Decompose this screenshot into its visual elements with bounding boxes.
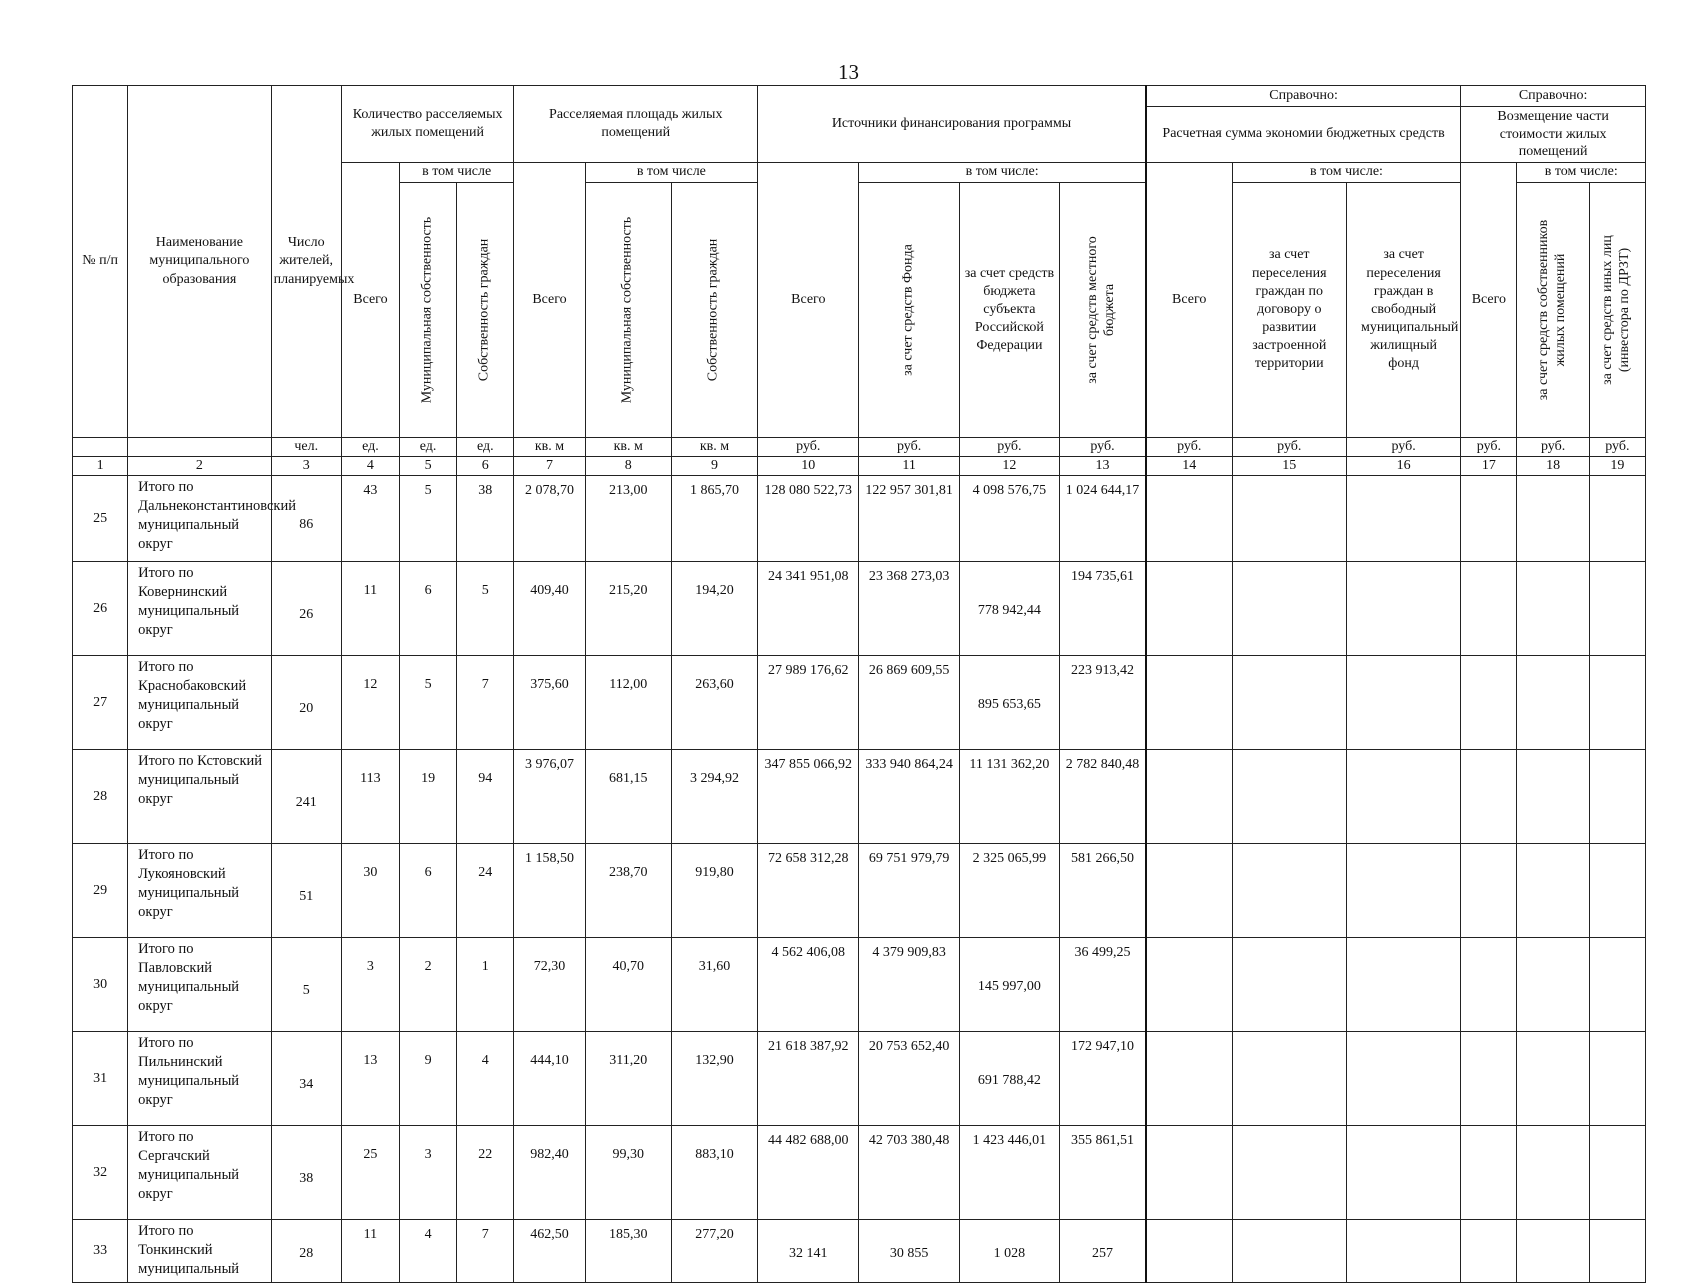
area-municipal-cell: 213,00 [585,476,671,562]
col-number: 19 [1589,457,1645,476]
spravochno-2: Справочно: [1461,86,1645,107]
table-row [73,1032,1646,1126]
finance-subject-cell: 1 028 [959,1220,1059,1283]
area-total-cell: 2 078,70 [514,476,585,562]
finance-total-cell: 32 141 [758,1220,859,1283]
count-total-cell: 11 [341,562,399,656]
header-compensation-group [1461,86,1646,163]
unit-cell: кв. м [514,438,585,457]
unit-cell: чел. [271,438,341,457]
finance-subject-cell: 895 653,65 [959,656,1059,750]
units-row [73,438,1646,457]
area-citizens-cell: 919,80 [671,844,757,938]
finance-local-cell: 581 266,50 [1060,844,1146,938]
unit-cell: руб. [1060,438,1146,457]
compensation-title: Возмещение части стоимости жилых помещений [1497,109,1609,160]
finance-total-cell: 128 080 522,73 [758,476,859,562]
municipality-name: Итого по Сергачский муниципальный округ [128,1126,271,1220]
residents-cell: 38 [271,1126,341,1220]
header-count-group: Количество расселяемых жилых помещений [341,86,514,163]
finance-fund-cell: 42 703 380,48 [859,1126,959,1220]
header-area-group: Расселяемая площадь жилых помещений [514,86,758,163]
header-finance-group: Источники финансирования программы [758,86,1146,163]
page-number: 13 [838,60,859,84]
area-total: Всего [514,163,585,438]
col-number: 13 [1060,457,1146,476]
col-number: 10 [758,457,859,476]
residents-cell: 51 [271,844,341,938]
area-citizens-cell: 3 294,92 [671,750,757,844]
finance-local-cell: 1 024 644,17 [1060,476,1146,562]
finance-fund-cell: 26 869 609,55 [859,656,959,750]
unit-cell: руб. [1517,438,1589,457]
count-municipal-cell: 6 [400,562,457,656]
col-number: 8 [585,457,671,476]
header-economy-group [1146,86,1461,163]
area-municipal-cell: 681,15 [585,750,671,844]
count-municipal: Муниципальная собственность [419,216,435,404]
unit-cell: ед. [341,438,399,457]
finance-local-cell: 257 [1060,1220,1146,1283]
residents-cell: 34 [271,1032,341,1126]
economy-incl: в том числе: [1232,163,1461,183]
col-number: 15 [1232,457,1346,476]
area-municipal-cell: 215,20 [585,562,671,656]
municipality-name: Итого по Пильнинский муниципальный округ [128,1032,271,1126]
unit-cell: руб. [959,438,1059,457]
col-number: 16 [1346,457,1460,476]
count-total-cell: 11 [341,1220,399,1283]
col-number: 4 [341,457,399,476]
residents-cell: 5 [271,938,341,1032]
count-citizens-cell: 38 [457,476,514,562]
area-citizens-cell: 31,60 [671,938,757,1032]
economy-contract: за счет переселения граждан по договору о развитии застроенной территории [1232,183,1346,438]
finance-fund-cell: 20 753 652,40 [859,1032,959,1126]
area-municipal-cell: 40,70 [585,938,671,1032]
finance-subject-cell: 11 131 362,20 [959,750,1059,844]
compensation-owners: за счет средств собственников жилых помещений [1536,219,1569,401]
finance-fund-cell: 333 940 864,24 [859,750,959,844]
column-numbers-row [73,457,1646,476]
finance-local-cell: 194 735,61 [1060,562,1146,656]
header-num: № п/п [73,86,128,438]
residents-cell: 241 [271,750,341,844]
col-number: 12 [959,457,1059,476]
economy-title: Расчетная сумма экономии бюджетных средств [1162,126,1445,142]
unit-cell: руб. [1589,438,1645,457]
compensation-total: Всего [1461,163,1517,438]
municipality-name: Итого по Лукояновский муниципальный округ [128,844,271,938]
unit-cell: руб. [1346,438,1460,457]
count-municipal-cell: 5 [400,656,457,750]
count-total-cell: 13 [341,1032,399,1126]
col-number: 11 [859,457,959,476]
area-municipal: Муниципальная собственность [619,216,635,404]
finance-fund-cell: 30 855 [859,1220,959,1283]
count-total-cell: 3 [341,938,399,1032]
count-municipal-cell: 2 [400,938,457,1032]
area-municipal-cell: 112,00 [585,656,671,750]
unit-cell: руб. [1461,438,1517,457]
row-number: 27 [73,656,128,750]
row-number: 28 [73,750,128,844]
finance-total: Всего [758,163,859,438]
area-total-cell: 72,30 [514,938,585,1032]
spravochno-1: Справочно: [1147,86,1460,107]
header-row-1 [73,86,1646,163]
municipality-name: Итого по Тонкинский муниципальный [128,1220,271,1283]
count-citizens: Собственность граждан [476,238,492,382]
area-total-cell: 982,40 [514,1126,585,1220]
count-total-cell: 43 [341,476,399,562]
area-total-cell: 409,40 [514,562,585,656]
row-number: 33 [73,1220,128,1283]
finance-subject-cell: 691 788,42 [959,1032,1059,1126]
count-citizens-cell: 94 [457,750,514,844]
economy-total: Всего [1146,163,1232,438]
compensation-other: за счет средств иных лиц (инвестора по ДРЗТ) [1600,235,1633,385]
row-number: 31 [73,1032,128,1126]
count-municipal-cell: 5 [400,476,457,562]
count-municipal-cell: 19 [400,750,457,844]
area-municipal-cell: 311,20 [585,1032,671,1126]
municipality-name: Итого по Павловский муниципальный округ [128,938,271,1032]
residents-cell: 86 [271,476,341,562]
area-citizens: Собственность граждан [706,238,722,382]
finance-subject-cell: 778 942,44 [959,562,1059,656]
col-number: 2 [128,457,271,476]
finance-total-cell: 24 341 951,08 [758,562,859,656]
row-number: 32 [73,1126,128,1220]
col-number: 7 [514,457,585,476]
area-citizens-cell: 883,10 [671,1126,757,1220]
finance-fund-cell: 4 379 909,83 [859,938,959,1032]
resettlement-table [72,85,1646,1283]
area-municipal-cell: 238,70 [585,844,671,938]
finance-incl: в том числе: [859,163,1146,183]
finance-local: за счет средств местного бюджета [1085,236,1118,384]
finance-subject-cell: 4 098 576,75 [959,476,1059,562]
finance-local-cell: 2 782 840,48 [1060,750,1146,844]
count-municipal-cell: 4 [400,1220,457,1283]
count-citizens-cell: 22 [457,1126,514,1220]
header-residents: Число жителей, планируемых [271,86,341,438]
table-row [73,476,1646,562]
area-municipal-cell: 185,30 [585,1220,671,1283]
count-total: Всего [341,163,399,438]
area-incl: в том числе [585,163,758,183]
finance-total-cell: 4 562 406,08 [758,938,859,1032]
row-number: 30 [73,938,128,1032]
finance-subject-cell: 145 997,00 [959,938,1059,1032]
area-citizens-cell: 277,20 [671,1220,757,1283]
economy-free: за счет переселения граждан в свободный муниципальный жилищный фонд [1346,183,1460,438]
count-total-cell: 30 [341,844,399,938]
finance-fund-cell: 122 957 301,81 [859,476,959,562]
finance-total-cell: 44 482 688,00 [758,1126,859,1220]
area-citizens-cell: 263,60 [671,656,757,750]
finance-fund-cell: 23 368 273,03 [859,562,959,656]
area-total-cell: 375,60 [514,656,585,750]
count-incl: в том числе [400,163,514,183]
unit-cell: руб. [859,438,959,457]
row-number: 29 [73,844,128,938]
residents-cell: 26 [271,562,341,656]
finance-fund: за счет средств Фонда [900,244,916,376]
area-total-cell: 1 158,50 [514,844,585,938]
table-row [73,1220,1646,1283]
count-citizens-cell: 24 [457,844,514,938]
finance-local-cell: 223 913,42 [1060,656,1146,750]
col-number: 1 [73,457,128,476]
count-citizens-cell: 4 [457,1032,514,1126]
finance-total-cell: 27 989 176,62 [758,656,859,750]
finance-total-cell: 21 618 387,92 [758,1032,859,1126]
col-number: 3 [271,457,341,476]
finance-subject: за счет средств бюджета субъекта Российской Федерации [959,183,1059,438]
finance-subject-cell: 2 325 065,99 [959,844,1059,938]
count-citizens-cell: 7 [457,1220,514,1283]
area-citizens-cell: 132,90 [671,1032,757,1126]
table-row [73,938,1646,1032]
row-number: 26 [73,562,128,656]
count-municipal-cell: 3 [400,1126,457,1220]
municipality-name: Итого по Кстовский муниципальный округ [128,750,271,844]
municipality-name: Итого по Краснобаковский муниципальный округ [128,656,271,750]
table-row [73,656,1646,750]
area-citizens-cell: 1 865,70 [671,476,757,562]
col-number: 9 [671,457,757,476]
count-total-cell: 113 [341,750,399,844]
unit-cell: кв. м [671,438,757,457]
finance-local-cell: 36 499,25 [1060,938,1146,1032]
area-municipal-cell: 99,30 [585,1126,671,1220]
residents-cell: 20 [271,656,341,750]
area-total-cell: 3 976,07 [514,750,585,844]
col-number: 14 [1146,457,1232,476]
row-number: 25 [73,476,128,562]
area-total-cell: 444,10 [514,1032,585,1126]
residents-cell: 28 [271,1220,341,1283]
unit-cell: руб. [1232,438,1346,457]
col-number: 6 [457,457,514,476]
unit-cell: руб. [1146,438,1232,457]
unit-cell: руб. [758,438,859,457]
finance-fund-cell: 69 751 979,79 [859,844,959,938]
unit-cell: ед. [400,438,457,457]
finance-subject-cell: 1 423 446,01 [959,1126,1059,1220]
count-municipal-cell: 9 [400,1032,457,1126]
count-municipal-cell: 6 [400,844,457,938]
col-number: 17 [1461,457,1517,476]
table-row [73,750,1646,844]
count-citizens-cell: 7 [457,656,514,750]
count-total-cell: 12 [341,656,399,750]
header-name: Наименование муниципального образования [128,86,271,438]
compensation-incl: в том числе: [1517,163,1646,183]
unit-cell: кв. м [585,438,671,457]
table-row [73,1126,1646,1220]
municipality-name: Итого по Дальнеконстантиновский муниципальный округ [128,476,271,562]
count-citizens-cell: 1 [457,938,514,1032]
finance-total-cell: 347 855 066,92 [758,750,859,844]
area-total-cell: 462,50 [514,1220,585,1283]
col-number: 18 [1517,457,1589,476]
finance-total-cell: 72 658 312,28 [758,844,859,938]
unit-cell: ед. [457,438,514,457]
col-number: 5 [400,457,457,476]
count-citizens-cell: 5 [457,562,514,656]
finance-local-cell: 172 947,10 [1060,1032,1146,1126]
area-citizens-cell: 194,20 [671,562,757,656]
municipality-name: Итого по Ковернинский муниципальный округ [128,562,271,656]
finance-local-cell: 355 861,51 [1060,1126,1146,1220]
table-row [73,844,1646,938]
count-total-cell: 25 [341,1126,399,1220]
table-row [73,562,1646,656]
